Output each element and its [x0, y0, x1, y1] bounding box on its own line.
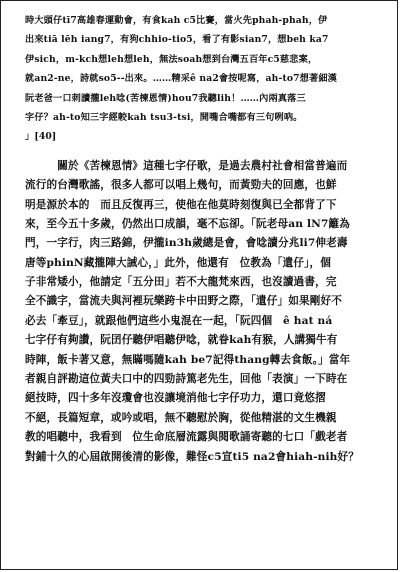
text-line: 絕技時，四十多年沒瓊會也沒讓境消他七字仔功力，還口竟悠摺: [25, 392, 326, 405]
main-paragraph: [25, 157, 385, 467]
text-line: 就an2-ne，詩就so5--出來。……精采ê na2會按呢寫，ah-to7想著細漢: [25, 73, 338, 85]
quoted-paragraph: [25, 11, 385, 147]
text-line: 子非常矮小，他請定「五分田」若不大龍梵來西，也沒讀過書，完: [25, 276, 337, 289]
text-line: 全不識字，當流夫與河裡玩樂跨卡中田野之際，「遺仔」如果剛好不: [25, 295, 343, 308]
text-line: 教的唱聽中，我看到 位生命底層流露與閱歌誦寄聽的七口「戲老者: [25, 431, 348, 444]
text-line: 對鋪十久的心屆啟開後清的影像，難怪c5宣ti5 na2會hiah-nih好？: [25, 450, 360, 463]
document-body: [25, 11, 385, 467]
text-line: 出來tiā lēh iang7，有狗chhio-tio5，看了有影sian7，想beh ka7: [25, 34, 329, 46]
text-line: 唐等phinN藏攏陣大誡心，」此外，他還有 位教為「遺仔」，個: [25, 256, 332, 269]
text-line: 時大頭仔tī7高雄春運動會，有食kah c5比賽，當火先phah-phah，伊: [25, 15, 328, 26]
text-line: 關於《苦楝恩情》這種七字仔歌，是過去農村社會相當普遍而: [25, 159, 348, 172]
text-line: 七字仔有夠讚，阮囝仔聽伊唱聽伊唸，就眷kah有猴，人講獨牛有: [25, 334, 338, 347]
text-line: 字仔？ah-to知三字經較kah tsu3-tsi，開嘴合嘴都有三句咧吶。: [25, 111, 303, 123]
text-line: 門，一字行，肉三路錦，伊攏in3h歲總是會，會唸讀分兆li7伸老壽: [25, 237, 348, 250]
text-line: 必去「牽豆」，就跟他們這些小鬼混在一起，「阮四個 ê hat ná: [25, 314, 333, 327]
text-line: 不絕，長篇短章，或吟或唱，無不聽慰於胸，從他精湛的文生機親: [25, 411, 337, 424]
text-line: 明是源於本的 而且反復再三，使他在他莫時刻復與已全都背了下: [25, 198, 337, 211]
text-line: 者親自評勘這位黃夫口中的四勁詩篤老先生，回他「表演」一下時在: [25, 373, 348, 386]
text-line: 阮老爸一口刺讀攏leh唸(苦楝恩情)hou7我聽lih！……內兩真落三: [25, 92, 306, 104]
text-line: 流行的台灣歌謠，很多人都可以唱上幾句，而黃勁夫的回應，也鮮: [25, 179, 337, 192]
text-line: 時陣，飯卡著又意，無瞞嗎隨kah be7記得thang轉去食飯。」當年: [25, 353, 351, 366]
text-line: 來，至今五十多歲，仍然出口成韻，毫不忘卻。「阮老母an lN7籬為: [25, 217, 351, 230]
text-line: 伊sich，m-kch想leh想leh，無法soah想到台灣五百年c5慈悲案，: [25, 53, 318, 65]
footnote-marker-line: 」[40]: [25, 131, 57, 143]
